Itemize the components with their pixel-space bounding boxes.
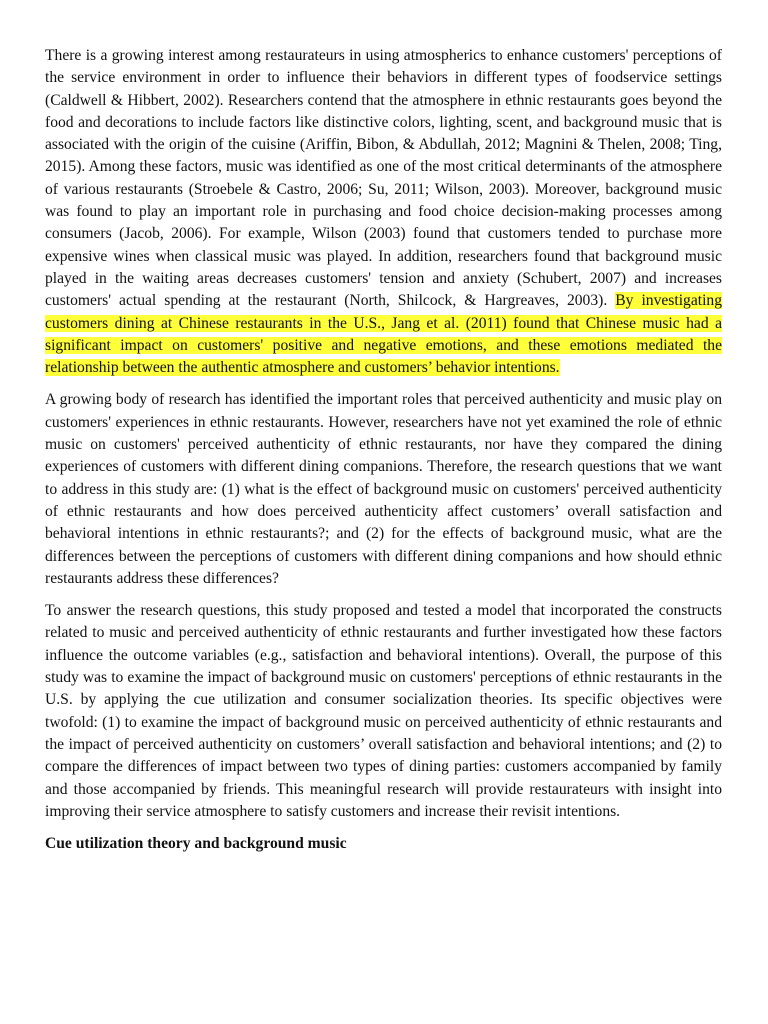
section-heading: Cue utilization theory and background music — [45, 835, 347, 853]
document-page — [45, 45, 722, 865]
paragraph-intro-text: There is a growing interest among restaurateurs in using atmospherics to enhance customers' perceptions of the service environment in order to influence their behaviors in different types of foodservice settings (Caldwell & Hibbert, 2002). Researchers contend that the atmosphere in ethnic restaurants goes beyond the food and decorations to include factors like distinctive colors, lighting, scent, and background music that is associated with the origin of the cuisine (Ariffin, Bibon, & Abdullah, 2012; Magnini & Thelen, 2008; Ting, 2015). Among these factors, music was identified as one of the most critical determinants of the atmosphere of various restaurants (Stroebele & Castro, 2006; Su, 2011; Wilson, 2003). Moreover, background music was found to play an important role in purchasing and food choice decision-making processes among consumers (Jacob, 2006). For example, Wilson (2003) found that customers tended to purchase more expensive wines when classical music was played. In addition, researchers found that background music played in the waiting areas decreases customers' tension and anxiety (Schubert, 2007) and increases customers' actual spending at the restaurant (North, Shilcock, & Hargreaves, 2003). — [45, 47, 722, 310]
highlighted-passage: By investigating customers dining at Chinese restaurants in the U.S., Jang et al. (2011) found that Chinese music had a significant impact on customers' positive and negative emotions, and these emotions mediated the relationship between the authentic atmosphere and customers’ behavior intentions. — [45, 292, 722, 377]
paragraph-intro — [45, 45, 722, 379]
paragraph-objectives: To answer the research questions, this study proposed and tested a model that incorporated the constructs related to music and perceived authenticity of ethnic restaurants and further investigated how these factors influence the outcome variables (e.g., satisfaction and behavioral intentions). Overall, the purpose of this study was to examine the impact of background music on customers' perceptions of ethnic restaurants in the U.S. by applying the cue utilization and consumer socialization theories. Its specific objectives were twofold: (1) to examine the impact of background music on perceived authenticity of ethnic restaurants and the impact of perceived authenticity on customers’ overall satisfaction and behavioral intentions; and (2) to compare the differences of impact between two types of dining parties: customers accompanied by family and those accompanied by friends. This meaningful research will provide restaurateurs with insight into improving their service atmosphere to satisfy customers and increase their revisit intentions. — [45, 602, 722, 820]
paragraph-research-questions: A growing body of research has identified the important roles that perceived authenticity and music play on customers' experiences in ethnic restaurants. However, researchers have not yet examined the role of ethnic music on customers' perceived authenticity of ethnic restaurants, nor have they compared the dining experiences of customers with different dining companions. Therefore, the research questions that we want to address in this study are: (1) what is the effect of background music on customers' perceived authenticity of ethnic restaurants and how does perceived authenticity affect customers’ overall satisfaction and behavioral intentions in ethnic restaurants?; and (2) for the effects of background music, what are the differences between the perceptions of customers with different dining companions and how should ethnic restaurants address these differences? — [45, 391, 722, 587]
